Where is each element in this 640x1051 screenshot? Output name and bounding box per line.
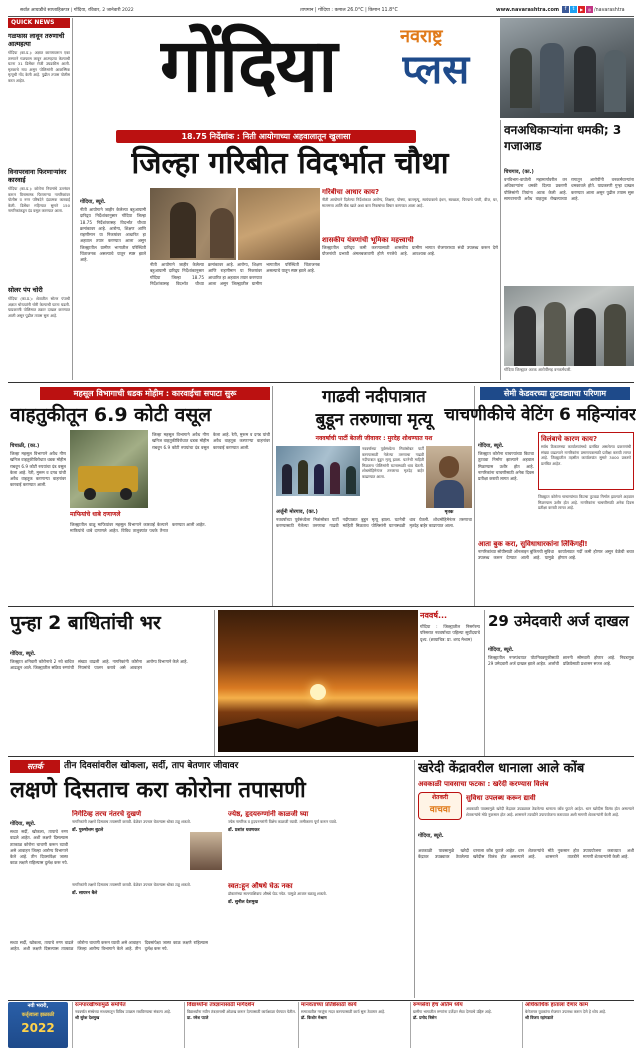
- sec8-box-title: सुविधा उपलब्ध करून द्यावी: [466, 794, 536, 802]
- masthead-photo: [500, 18, 634, 118]
- sec7-headline: लक्षणे दिसताच करा कोरोना तपासणी: [10, 778, 306, 803]
- sec3-body: अर्जुनी मोरगाव, (का.) नववर्षाच्या पूर्वसंध्येला मित्रांसोबत पार्टी करण्यासाठी गेलेल्या तरुणाचा गाढवी नदीपात्रात बुडून मृत्यू झाला. घटनेची माहिती मिळताच पोलिसांनी घटनास्थळी धाव घेतली. शोधमोहिमेनंतर तरुणाचा मृतदेह बाहेर काढण्यात आला.: [276, 509, 472, 529]
- twitter-icon[interactable]: t: [570, 6, 577, 13]
- quick-news-item: गळफास लावून तरुणाची आत्महत्या गोंदिया (का.प्र.): अज्ञात कारणावरून एका तरुणाने गळफास लावून आत्महत्या केल्याची घटना 31 डिसेंबर रोजी उघडकीस आली. मृतकाचे नाव असून पोलिसांनी आकस्मिक मृत्यूची नोंद केली आहे. पुढील तपास पोलीस करत आहेत.: [8, 32, 70, 83]
- footer-col-1: रत्नपारखींच्यामुळे समर्पित नववर्षात संस्थेच्या माध्यमातून विविध उपक्रम राबविण्याचा संकल्प आहे. श्री सुरेश देशमुख: [72, 1002, 182, 1048]
- lead-headline: जिल्हा गरिबीत विदर्भात चौथा: [131, 146, 449, 181]
- footer-col-2: विद्यार्थ्यांना तंत्रज्ञानासाठी मार्गदर्शन विद्यार्थ्यांना नवीन तंत्रज्ञानाची ओळख करून देण्यासाठी कार्यशाळा घेण्यात येतील. प्रा. रमेश पटले: [184, 1002, 296, 1048]
- sec7-body-bottom: सध्या सर्दी, खोकला, तापाचे रुग्ण वाढले आहेत. अशी लक्षणे दिसल्यास तात्काळ कोरोना चाचणी करून घ्यावी असे आवाहन जिल्हा आरोग्य विभागाने केले आहे. तीन दिवसांपेक्षा जास्त काळ लक्षणे राहिल्यास दुर्लक्ष करू नये.: [10, 940, 208, 952]
- sec2-photo: [70, 430, 148, 508]
- sec2-body: चिचाळी, (का.) जिल्हा महसूल विभागाने अवैध गौण खनिज वाहतुकीविरोधात धडक मोहीम राबवून 6.9 कोटी रुपयांचा दंड वसूल केला आहे. रेती, मुरूम व दगड यांची अवैध वाहतूक करणाऱ्या वाहनांवर कारवाई करण्यात आली.: [10, 443, 66, 488]
- sec8-body: गोंदिया, ब्यूरो.: [418, 833, 444, 839]
- sec2-sub-body: जिल्ह्यातील वाळू माफियांवर महसूल विभागाने कारवाई केल्याने माफियांचे धाबे दणाणले आहेत. विविध तालुक्यांत पथके तैनात करण्यात आली आहेत.: [70, 522, 206, 534]
- sec8-headline: खरेदी केंद्रावरील धानाला आले कोंब: [418, 761, 585, 776]
- sec3-subhead: नववर्षाची पार्टी बेतली जीवावर : मुरदेह शोधण्यात यश: [315, 435, 433, 442]
- sec7-quote-1: निगेटिव्ह तरच नंतरचे दुखणे नागरिकांनी लक्षणे दिसताच तपासणी करावी. वेळेवर उपचार घेतल्यास धोका टळू शकतो. डॉ. पुरुषोत्तम बुटले: [72, 810, 224, 880]
- date-strip: सर्वात आघाडीचे साप्ताहिकपत्र | गोंदिया, रविवार, 2 जानेवारी 2022: [20, 8, 134, 13]
- sec3-portrait-caption: मृतक: [444, 510, 454, 515]
- lead-body-2: नीती आयोगाने जाहीर केलेल्या बहुआयामी दारिद्र्य निर्देशांकानुसार गोंदिया जिल्हा 18.75 निर्देशांकासह विदर्भात चौथ्या क्रमांकावर आहे. आरोग्य, शिक्षण आणि राहणीमान या निकषांवर आधारित हा अहवाल तयार करण्यात आला असून जिल्ह्यातील ग्रामीण भागातील परिस्थिती चिंताजनक असल्याचे यातून स्पष्ट झाले आहे.: [150, 262, 320, 286]
- youtube-icon[interactable]: ▶: [579, 7, 584, 12]
- sec5-photo-label: नववर्ष...: [420, 611, 448, 620]
- sec8-box-body: अवकाळी पावसामुळे खरेदी केंद्रावर उघड्यावर ठेवलेल्या धानाला कोंब फुटले आहेत. धान खरेदीस विलंब होत असल्याने शेतकऱ्यांचे मोठे नुकसान होत आहे. शासनाने तातडीने उपाययोजना कराव्यात अशी मागणी शेतकऱ्यांनी केली आहे.: [466, 806, 634, 817]
- sec4-box-2: आता बुक करा, सुविधाधारकांना लिंकिंगही! नागरिकांच्या सोयीसाठी ऑनलाइन बुकिंगची सुविधा उपलब्ध करून देण्यात आली आहे. यामुळे कार्यालयात गर्दी कमी होणार असून वेळेची बचत होणार आहे.: [478, 540, 634, 561]
- sec5-body: गोंदिया, ब्यूरो. जिल्ह्यात शनिवारी कोरोनाचे 2 नवे बाधित आढळून आले. जिल्ह्यातील सक्रिय रुग्णांची संख्या वाढली आहे. नागरिकांनी कोरोना नियमांचे पालन करावे असे आवाहन आरोग्य विभागाने केले आहे.: [10, 651, 188, 671]
- lead-box-1: गरिबीचा आधार काय? नीती आयोगाने दिलेल्या निर्देशांकात आरोग्य, शिक्षण, पोषण, बालमृत्यू, स्वयंपाकाचे इंधन, स्वच्छता, पिण्याचे पाणी, वीज, घर, मालमत्ता आणि बँक खाते अशा बारा निकषांचा विचार करण्यात आला आहे.: [322, 188, 498, 208]
- footer-col-4: रुग्णसेवा हेच अंतिम ध्येय ग्रामीण भागातील रुग्णांना दर्जेदार सेवा देण्याचे उद्दिष्ट आहे. डॉ. प्रमोद बिसेन: [410, 1002, 520, 1048]
- lead-box-2: शासकीय यंत्रणांची भूमिका महत्त्वाची जिल्ह्यातील दारिद्र्य कमी करण्यासाठी शासकीय योजनांची प्रभावी अंमलबजावणी होणे गरजेचे आहे. ग्रामीण भागात रोजगाराच्या संधी उपलब्ध करून देणे आवश्यक आहे.: [322, 236, 498, 257]
- sec4-body: गोंदिया, ब्यूरो. जिल्ह्यात कोरोना चाचण्यांच्या किटचा तुटवडा निर्माण झाल्याने अहवाल मिळण्यास उशीर होत आहे. नागरिकांना चाचणीसाठी अनेक दिवस प्रतीक्षा करावी लागत आहे.: [478, 443, 534, 482]
- quick-news-column: [8, 18, 70, 378]
- sec7-body: गोंदिया, ब्यूरो. सध्या सर्दी, खोकला, तापाचे रुग्ण वाढले आहेत. अशी लक्षणे दिसल्यास तात्काळ कोरोना चाचणी करून घ्यावी असे आवाहन जिल्हा आरोग्य विभागाने केले आहे. तीन दिवसांपेक्षा जास्त काळ लक्षणे राहिल्यास दुर्लक्ष करू नये.: [10, 821, 68, 866]
- instagram-icon[interactable]: ◎: [587, 7, 592, 12]
- footer-col-3: मानवताच्या प्रतिष्ठेसाठी कार्य समाजातील गरजूंना मदत करण्यासाठी कार्य सुरू ठेवणार आहे. डॉ. किशोर मेश्राम: [298, 1002, 408, 1048]
- brand-name: नवराष्ट्र: [400, 26, 443, 46]
- sec3-body-side: नववर्षाच्या पूर्वसंध्येला मित्रांसोबत पार्टी करण्यासाठी गेलेल्या तरुणाचा गाढवी नदीपात्रात बुडून मृत्यू झाला. घटनेची माहिती मिळताच पोलिसांनी घटनास्थळी धाव घेतली. शोधमोहिमेनंतर तरुणाचा मृतदेह बाहेर काढण्यात आला.: [362, 446, 424, 479]
- quick-news-label: QUICK NEWS: [8, 18, 70, 28]
- right-top-headline: वनअधिकाऱ्यांना धमकी; 3 गजाआड: [504, 123, 622, 153]
- sec7-kicker: सतर्क: [10, 760, 60, 773]
- sec2-kicker: महसूल विभागाची धडक मोहीम : कारवाईचा सपाटा सुरू: [40, 387, 270, 400]
- sec8-body-cols: अवकाळी पावसामुळे खरेदी केंद्रावर उघड्यावर ठेवलेल्या धानाला कोंब फुटले आहेत. धान खरेदीस विलंब होत असल्याने शेतकऱ्यांचे मोठे नुकसान होत आहे. शासनाने तातडीने उपाययोजना कराव्यात अशी मागणी शेतकऱ्यांनी केली आहे.: [418, 848, 634, 860]
- social-icons[interactable]: [562, 6, 594, 15]
- right-top-photo: [504, 286, 634, 366]
- sec8-badge: शेतकरी वाचवा: [418, 792, 462, 820]
- quick-news-item: विनापरवाना फिरणाऱ्यांवर कारवाई गोंदिया (का.प्र.): कोरोना नियमांचे उल्लंघन करून विनामास्क फिरणाऱ्या नागरिकांवर पोलीस व नगर परिषदेने दंडात्मक कारवाई केली. डिसेंबर महिन्यात सुमारे 150 नागरिकांकडून दंड वसूल करण्यात आला.: [8, 168, 70, 214]
- footer-col-5: अधिकाधिक हाताला देणार काम बेरोजगार युवकांना रोजगार उपलब्ध करून देणे हे ध्येय आहे. श्री विजय रहांगडाले: [522, 1002, 634, 1048]
- sec2-headline: वाहतुकीतून 6.9 कोटी वसूल: [10, 404, 212, 426]
- sec8-subhead: अवकाळी पावसाचा फटका : खरेदी करण्यास विलंब: [418, 780, 549, 788]
- sec4-headline: चाचणीकीचे वेटिंग 6 महिन्यांवर: [444, 405, 636, 425]
- sec3-headline: गाढवी नदीपात्रात बुडून तरुणाचा मृत्यू: [315, 387, 433, 430]
- sec5-photo: [218, 610, 418, 752]
- lead-kicker: 18.75 निर्देशांक : निती आयोगाच्या अहवालातून खुलासा: [116, 130, 416, 143]
- sec7-top-line: तीन दिवसांवरील खोकला, सर्दी, ताप बेतणार जीवावर: [64, 761, 239, 771]
- masthead-title: गोंदिया: [160, 23, 336, 109]
- right-top-caption: गोंदिया जिल्ह्यात अटक आरोपींसह वनकर्मचारी.: [504, 367, 572, 372]
- lead-photo-2: [236, 188, 320, 260]
- sec7-quote-2: ज्येष्ठ, हृदयरुग्णांनी काळजी घ्या ज्येष्ठ नागरिक व हृदयरुग्णांनी विशेष काळजी घ्यावी. लसीकरण पूर्ण करून घ्यावे. डॉ. प्रशांत धवणकर: [228, 810, 338, 833]
- sec5-headline: पुन्हा 2 बाधितांची भर: [10, 612, 161, 634]
- sec2-body-2: जिल्हा महसूल विभागाने अवैध गौण खनिज वाहतुकीविरोधात धडक मोहीम राबवून 6.9 कोटी रुपयांचा दंड वसूल केला आहे. रेती, मुरूम व दगड यांची अवैध वाहतूक करणाऱ्या वाहनांवर कारवाई करण्यात आली.: [152, 432, 270, 450]
- sec6-headline: 29 उमेदवारी अर्ज दाखल: [488, 612, 629, 630]
- sec6-body: गोंदिया, ब्यूरो. जिल्ह्यातील नगरपंचायत पोटनिवडणुकीसाठी 29 उमेदवारी अर्ज दाखल झाले आहेत. अर्जांची छाननी सोमवारी होणार आहे. निवडणूक प्रक्रियेसाठी प्रशासन सज्ज आहे.: [488, 647, 634, 667]
- sec7-quote-3: स्वत:हून औषधे घेऊ नका डॉक्टरांच्या सल्ल्याशिवाय औषधे घेऊ नयेत. यामुळे आजार बळावू शकतो. डॉ. सुनील देशमुख: [228, 882, 327, 905]
- quick-news-item: सोलर पंप चोरी गोंदिया (का.प्र.): शेतातील सोलर पंपाची अज्ञात चोरट्यांनी चोरी केल्याची घटना घडली. याप्रकरणी पोलिसात तक्रार दाखल करण्यात आली असून पुढील तपास सुरू आहे.: [8, 286, 70, 318]
- right-top-body: चिचगाव, (का.) वनविभाग-वाघोली महामार्गावरील वन अधिकाऱ्यांना धमकी दिल्या प्रकरणी पोलिसांनी तिघांना अटक केली आहे. सागवानाची अवैध वाहतूक रोखल्याच्या रागातून आरोपींनी वनकर्मचाऱ्यांना धमकावले होते. याप्रकरणी गुन्हा दाखल करण्यात आला असून पुढील तपास सुरू आहे.: [504, 169, 634, 201]
- website-link[interactable]: www.navarashtra.com: [496, 7, 560, 13]
- brand-plus: प्लस: [402, 47, 470, 93]
- sec4-body-2: जिल्ह्यात कोरोना चाचण्यांच्या किटचा तुटवडा निर्माण झाल्याने अहवाल मिळण्यास उशीर होत आहे. नागरिकांना चाचणीसाठी अनेक दिवस प्रतीक्षा करावी लागत आहे.: [538, 494, 634, 511]
- footer-promo: नवी भरारी, कर्तृत्वाला झळाळी 2022: [8, 1002, 68, 1048]
- sec4-box-1: विलंबाचे कारण काय? सर्वच ठिकाणच्या कार्यालयांमध्ये प्रलंबित असलेल्या प्रकरणांची संख्या वाढल्याने नागरिकांना प्रमाणपत्रासाठी प्रतीक्षा करावी लागत आहे. जिल्ह्यातील तहसील कार्यालयांत सुमारे 3000 प्रकरणे प्रलंबित आहेत.: [538, 432, 634, 490]
- sec2-sub-title: माफियांचे धाबे दणाणले: [70, 511, 121, 518]
- sec5-photo-caption: गोंदिया : जिल्ह्यातील निसर्गरम्य परिसरात नववर्षाच्या पहिल्या सूर्योदयाचे दृश्य. (छायाचित्र: प्रा. शरद मेश्राम): [420, 624, 480, 642]
- sec7-quote-4: नागरिकांनी लक्षणे दिसताच तपासणी करावी. वेळेवर उपचार घेतल्यास धोका टळू शकतो. डॉ. सायरन बैले: [72, 882, 191, 896]
- lead-body-1: गोंदिया, ब्यूरो. नीती आयोगाने जाहीर केलेल्या बहुआयामी दारिद्र्य निर्देशांकानुसार गोंदिया जिल्हा 18.75 निर्देशांकासह विदर्भात चौथ्या क्रमांकावर आहे. आरोग्य, शिक्षण आणि राहणीमान या निकषांवर आधारित हा अहवाल तयार करण्यात आला असून जिल्ह्यातील ग्रामीण भागातील परिस्थिती चिंताजनक असल्याचे यातून स्पष्ट झाले आहे.: [80, 199, 146, 263]
- facebook-icon[interactable]: f: [562, 6, 569, 13]
- sec3-photo: [276, 446, 360, 496]
- sec4-kicker: सेमी केडवरच्या तुटवड्याचा परिणाम: [480, 387, 630, 400]
- social-handle[interactable]: /navarashtra: [594, 8, 625, 13]
- weather-strip: तापमान | गोंदिया : कमाल 26.0°C | किमान 11.8°C: [300, 8, 398, 13]
- sec7-doctor-photo-1: [190, 832, 222, 870]
